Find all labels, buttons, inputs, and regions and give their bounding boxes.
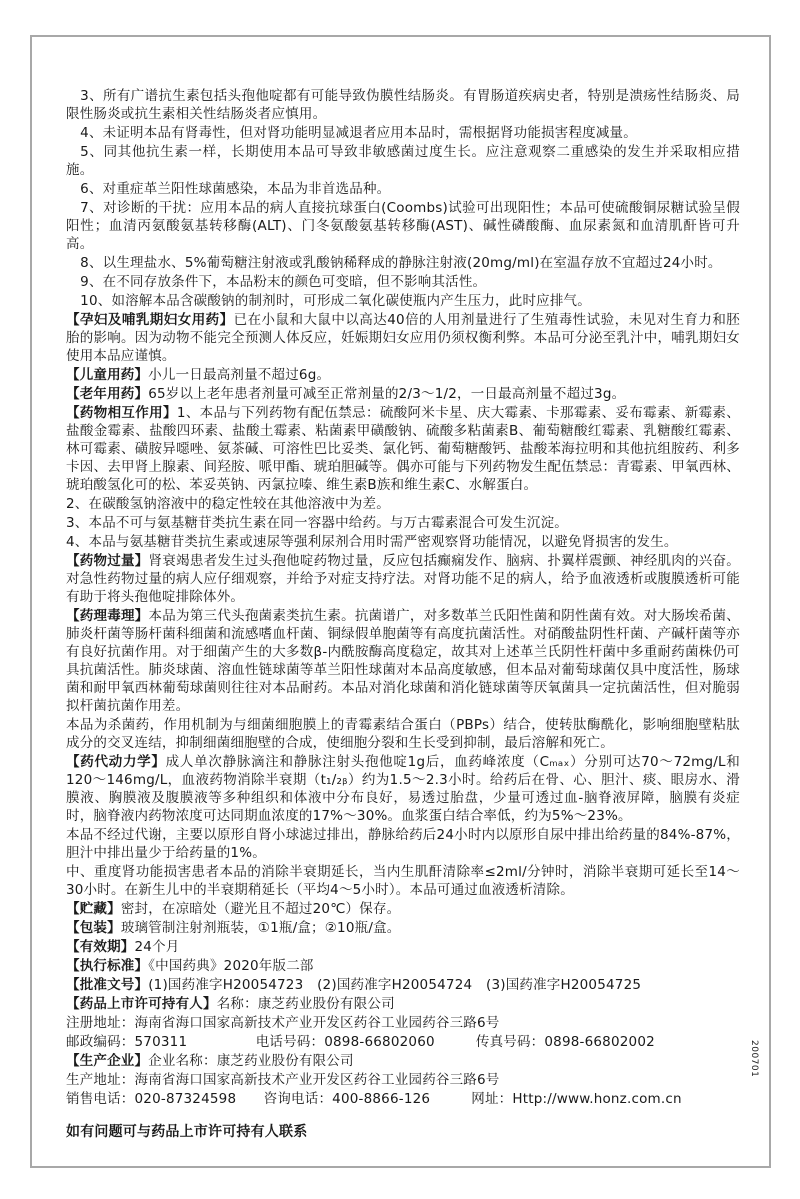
paragraph: 【执行标准】《中国药典》2020年版二部 bbox=[66, 958, 314, 974]
paragraph: 【包装】玻璃管制注射剂瓶装，①1瓶/盒；②10瓶/盒。 bbox=[66, 920, 401, 936]
paragraph: 9、在不同存放条件下，本品粉末的颜色可变暗，但不影响其活性。 bbox=[80, 274, 487, 290]
paragraph: 本品不经过代谢，主要以原形自肾小球滤过排出，静脉给药后24小时内以原形自尿中排出给药量的84%-87%，胆汁中排出量少于给药量的1%。 bbox=[66, 827, 740, 861]
paragraph: 【药品上市许可持有人】名称：康芝药业股份有限公司 bbox=[66, 996, 395, 1012]
paragraph: 【生产企业】企业名称：康芝药业股份有限公司 bbox=[66, 1053, 354, 1069]
paragraph: 【药物相互作用】1、本品与下列药物有配伍禁忌：硫酸阿米卡星、庆大霉素、卡那霉素、妥布霉素、新霉素、盐酸金霉素、盐酸四环素、盐酸土霉素、粘菌素甲磺酸钠、硫酸多粘菌素B、葡萄糖酸红霉素、乳糖酸红霉素、林可霉素、磺胺异噁唑、氨茶碱、可溶性巴比妥类、氯化钙、葡萄糖酸钙、盐酸苯海拉明和其他抗组胺药、利多卡因、去甲肾上腺素、间羟胺、哌甲酯、琥珀胆碱等。偶亦可能与下列药物发生配伍禁忌：青霉素、甲氧西林、琥珀酸氢化可的松、苯妥英钠、丙氯拉嗪、维生素B族和维生素C、水解蛋白。 bbox=[66, 405, 740, 493]
paragraph: 【有效期】24个月 bbox=[66, 939, 180, 955]
paragraph: 7、对诊断的干扰：应用本品的病人直接抗球蛋白(Coombs)试验可出现阳性；本品可使硫酸铜尿糖试验呈假阳性；血清丙氨酸氨基转移酶(ALT)、门冬氨酸氨基转移酶(AST)、碱性磷酸酶、血尿素氮和血清肌酐皆可升高。 bbox=[66, 200, 740, 252]
paragraph: 注册地址：海南省海口国家高新技术产业开发区药谷工业园药谷三路6号 bbox=[66, 1015, 500, 1031]
paragraph: 中、重度肾功能损害患者本品的消除半衰期延长，当内生肌酐清除率≤2ml/分钟时，消除半衰期可延长至14～30小时。在新生儿中的半衰期稍延长（平均4～5小时）。本品可通过血液透析清除。 bbox=[66, 864, 740, 898]
paragraph: 【药物过量】肾衰竭患者发生过头孢他啶药物过量，反应包括癫痫发作、脑病、扑翼样震颤、神经肌肉的兴奋。对急性药物过量的病人应仔细观察，并给予对症支持疗法。对肾功能不足的病人，给予血液透析或腹膜透析可能有助于将头孢他啶排除体外。 bbox=[66, 553, 740, 605]
paragraph: 【老年用药】65岁以上老年患者剂量可减至正常剂量的2/3～1/2，一日最高剂量不超过3g。 bbox=[66, 386, 626, 402]
print-batch-code: 200701 bbox=[749, 1040, 759, 1078]
paragraph: 【孕妇及哺乳期妇女用药】已在小鼠和大鼠中以高达40倍的人用剂量进行了生殖毒性试验，未见对生育力和胚胎的影响。因为动物不能完全预测人体反应，妊娠期妇女应用仍须权衡利弊。本品可分泌至乳汁中，哺乳期妇女使用本品应谨慎。 bbox=[66, 312, 741, 364]
section-label: 【药代动力学】 bbox=[66, 754, 166, 770]
paragraph: 8、以生理盐水、5%葡萄糖注射液或乳酸钠稀释成的静脉注射液(20mg/ml)在室温存放不宜超过24小时。 bbox=[80, 255, 722, 271]
paragraph: 6、对重症革兰阳性球菌感染，本品为非首选品种。 bbox=[80, 181, 391, 197]
paragraph: 2、在碳酸氢钠溶液中的稳定性较在其他溶液中为差。 bbox=[66, 496, 390, 512]
section-label: 【药品上市许可持有人】 bbox=[66, 996, 217, 1012]
paragraph: 【贮藏】密封，在凉暗处（避光且不超过20℃）保存。 bbox=[66, 901, 401, 917]
paragraph: 4、未证明本品有肾毒性，但对肾功能明显减退者应用本品时，需根据肾功能损害程度减量。 bbox=[80, 125, 637, 141]
paragraph: 5、同其他抗生素一样，长期使用本品可导致非敏感菌过度生长。应注意观察二重感染的发生并采取相应措施。 bbox=[66, 144, 740, 178]
paragraph: 3、本品不可与氨基糖苷类抗生素在同一容器中给药。与万古霉素混合可发生沉淀。 bbox=[66, 515, 568, 531]
section-label: 【孕妇及哺乳期妇女用药】 bbox=[66, 312, 234, 328]
section-label: 【执行标准】 bbox=[66, 958, 149, 974]
paragraph: 如有问题可与药品上市许可持有人联系 bbox=[66, 1124, 308, 1140]
paragraph: 【批准文号】(1)国药准字H20054723 (2)国药准字H20054724 (3)国药准字H20054725 bbox=[66, 977, 642, 993]
section-label: 【生产企业】 bbox=[66, 1053, 149, 1069]
paragraph: 【药理毒理】本品为第三代头孢菌素类抗生素。抗菌谱广，对多数革兰氏阳性菌和阴性菌有效。对大肠埃希菌、肺炎杆菌等肠杆菌科细菌和流感嗜血杆菌、铜绿假单胞菌等有高度抗菌活性。对硝酸盐阴性杆菌、产碱杆菌等亦有良好抗菌作用。对于细菌产生的大多数β-内酰胺酶高度稳定，故其对上述革兰氏阴性杆菌中多重耐药菌株仍可具抗菌活性。肺炎球菌、溶血性链球菌等革兰阳性球菌对本品高度敏感，但本品对葡萄球菌仅具中度活性，肠球菌和耐甲氧西林葡萄球菌则往往对本品耐药。本品对消化球菌和消化链球菌等厌氧菌具一定抗菌活性，但对脆弱拟杆菌抗菌作用差。 bbox=[66, 608, 740, 714]
page-border bbox=[30, 35, 771, 1168]
paragraph: 3、所有广谱抗生素包括头孢他啶都有可能导致伪膜性结肠炎。有胃肠道疾病史者，特别是溃疡性结肠炎、局限性肠炎或抗生素相关性结肠炎者应慎用。 bbox=[66, 88, 740, 122]
section-label: 【药理毒理】 bbox=[66, 608, 149, 624]
section-label: 【药物过量】 bbox=[66, 553, 149, 569]
paragraph: 生产地址：海南省海口国家高新技术产业开发区药谷工业园药谷三路6号 bbox=[66, 1072, 500, 1088]
paragraph: 【药代动力学】成人单次静脉滴注和静脉注射头孢他啶1g后，血药峰浓度（Cₘₐₓ）分别可达70～72mg/L和120～146mg/L，血液药物消除半衰期（t₁/₂ᵦ）约为1.5～2.3小时。给药后在骨、心、胆汁、痰、眼房水、滑膜液、胸膜液及腹膜液等多种组织和体液中分布良好，易透过胎盘，少量可透过血-脑脊液屏障，脑膜有炎症时，脑脊液内药物浓度可达同期血浓度的17%～30%。血浆蛋白结合率低，约为5%～23%。 bbox=[66, 754, 740, 824]
section-label: 【儿童用药】 bbox=[66, 367, 149, 383]
section-label: 【有效期】 bbox=[66, 939, 135, 955]
paragraph: 【儿童用药】小儿一日最高剂量不超过6g。 bbox=[66, 367, 331, 383]
paragraph: 本品为杀菌药，作用机制为与细菌细胞膜上的青霉素结合蛋白（PBPs）结合，使转肽酶酰化，影响细胞壁粘肽成分的交叉连结，抑制细菌细胞壁的合成，使细胞分裂和生长受到抑制，最后溶解和死亡。 bbox=[66, 717, 740, 751]
section-label: 【贮藏】 bbox=[66, 901, 121, 917]
paragraph: 10、如溶解本品含碳酸钠的制剂时，可形成二氧化碳使瓶内产生压力，此时应排气。 bbox=[80, 293, 591, 309]
section-label: 【批准文号】 bbox=[66, 977, 149, 993]
paragraph: 销售电话：020-87324598 咨询电话：400-8866-126 网址：Http://www.honz.com.cn bbox=[66, 1091, 682, 1107]
paragraph: 4、本品与氨基糖苷类抗生素或速尿等强利尿剂合用时需严密观察肾功能情况，以避免肾损害的发生。 bbox=[66, 534, 678, 550]
insert-text-content bbox=[66, 87, 740, 1142]
section-label: 【药物相互作用】 bbox=[66, 405, 177, 421]
section-label: 【包装】 bbox=[66, 920, 121, 936]
section-label: 【老年用药】 bbox=[66, 386, 149, 402]
paragraph: 邮政编码：570311 电话号码：0898-66802060 传真号码：0898-66802002 bbox=[66, 1034, 655, 1050]
